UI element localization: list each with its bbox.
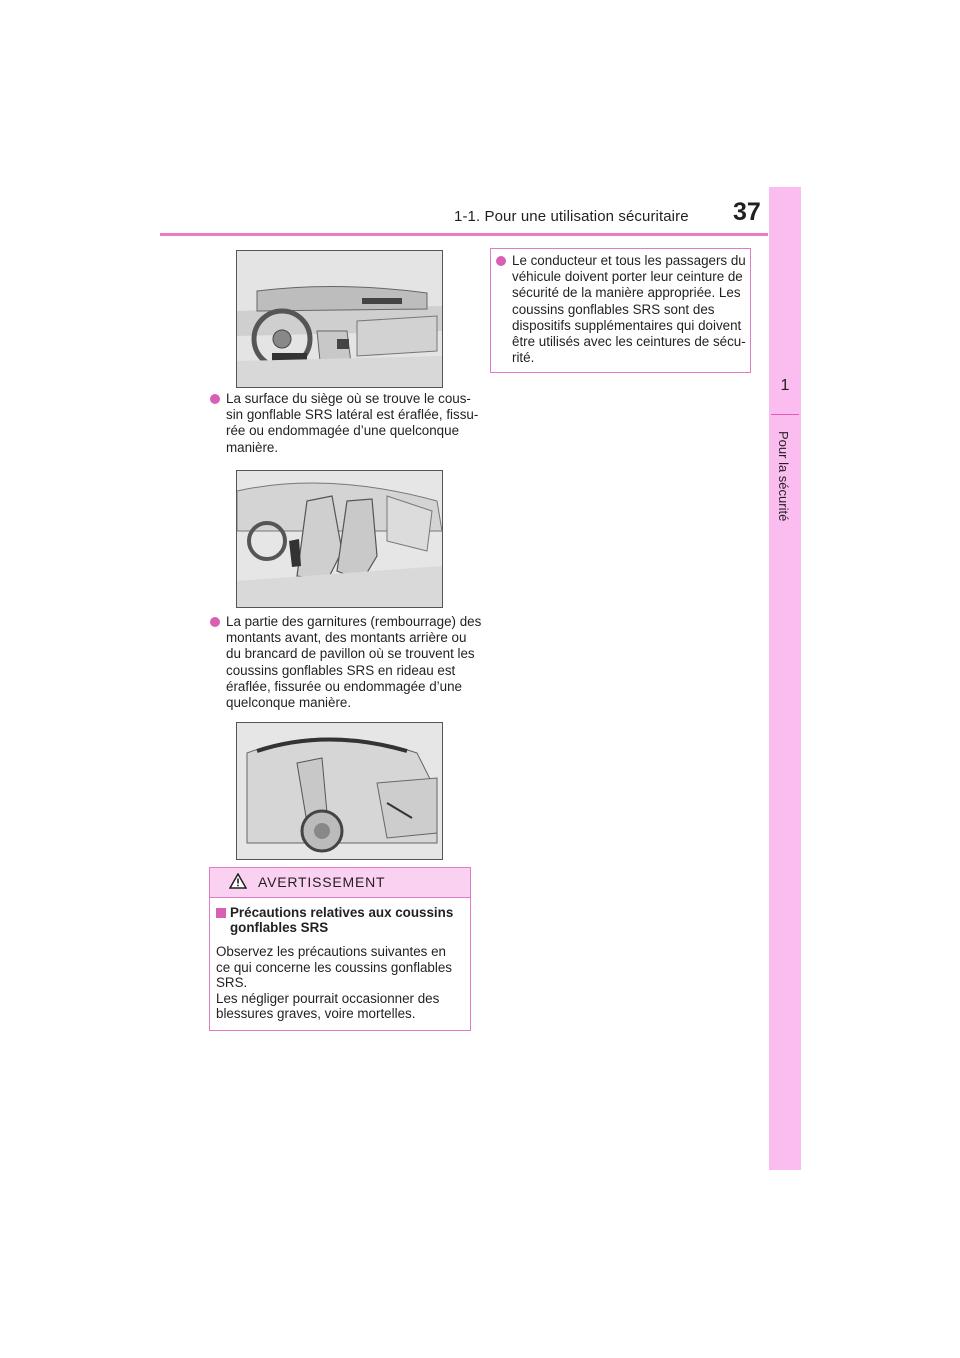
figure-seat-airbag-illustration (236, 470, 443, 608)
bullet-item (210, 391, 482, 456)
square-bullet-icon (216, 908, 226, 918)
bullet-dot (210, 394, 220, 404)
bullet-text: La surface du siège où se trouve le cous-sin gonflable SRS latéral est éraflée, fissu-rée ou endommagée d’une quelconque manière. (226, 391, 479, 455)
warning-subtitle-text: Précautions relatives aux coussins gonflables SRS (230, 905, 454, 935)
header-title: 1-1. Pour une utilisation sécuritaire (454, 208, 689, 225)
warning-subtitle (216, 905, 462, 935)
bullet-text: La partie des garnitures (rembourrage) des montants avant, des montants arrière ou du brancard de pavillon où se trouvent les coussins gonflables SRS en rideau est éraflée, fissurée ou endommagée d’une quelconque manière. (226, 614, 482, 711)
warning-body (216, 944, 462, 1022)
bullet-dot (496, 256, 506, 266)
warning-header (210, 868, 470, 898)
bullet-item (210, 614, 482, 711)
header-rule (160, 233, 768, 236)
warning-paragraph: Les négliger pourrait occasionner des blessures graves, voire mortelles. (216, 990, 440, 1022)
chapter-number: 1 (780, 377, 790, 394)
chapter-side-tab (769, 187, 801, 1170)
figure-dashboard-illustration (236, 250, 443, 388)
bullet-item (496, 253, 748, 366)
chapter-label: Pour la sécurité (776, 431, 791, 522)
bullet-text: Le conducteur et tous les passagers du véhicule doivent porter leur ceinture de sécurité de la manière appropriée. Les coussins gonflables SRS sont des dispositifs supplémentaires qui doivent être utilisés avec les ceintures de sécu-rité. (512, 253, 746, 366)
warning-triangle-icon (229, 873, 247, 894)
warning-paragraph: Observez les précautions suivantes en ce qui concerne les coussins gonflables SRS. (216, 944, 452, 991)
side-tab-divider (771, 414, 799, 415)
bullet-dot (210, 617, 220, 627)
figure-curtain-airbag-illustration (236, 722, 443, 860)
info-box (490, 248, 751, 373)
page-number: 37 (733, 198, 761, 226)
warning-title: AVERTISSEMENT (258, 874, 386, 890)
warning-box (209, 867, 471, 1031)
